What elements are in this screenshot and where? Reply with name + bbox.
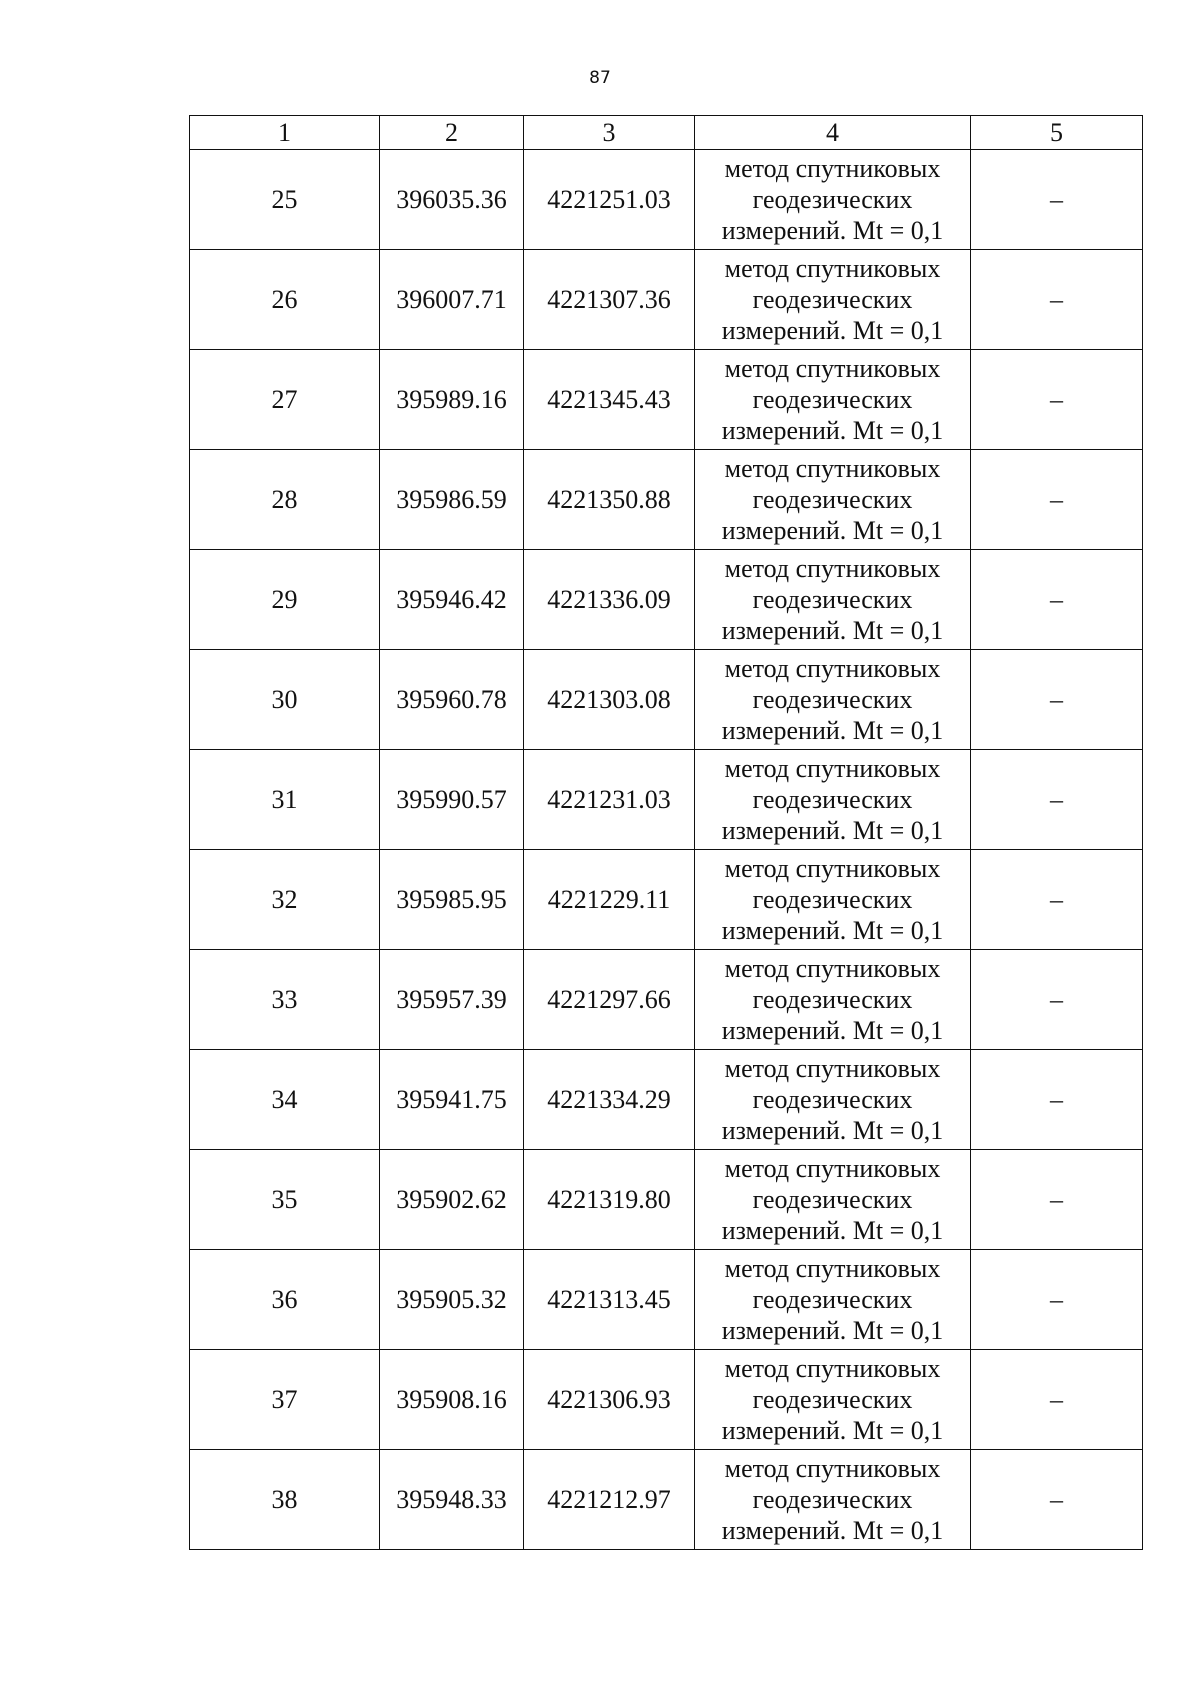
x-coordinate-cell: 395948.33	[380, 1450, 524, 1550]
x-coordinate-cell: 395946.42	[380, 550, 524, 650]
note-cell: –	[971, 650, 1143, 750]
y-coordinate-cell: 4221319.80	[524, 1150, 695, 1250]
method-cell: метод спутниковых геодезических измерений. Mt = 0,1	[695, 550, 971, 650]
page-number: 87	[589, 68, 611, 88]
note-cell: –	[971, 850, 1143, 950]
point-cell: 34	[190, 1050, 380, 1150]
method-cell: метод спутниковых геодезических измерений. Mt = 0,1	[695, 1250, 971, 1350]
note-cell: –	[971, 1250, 1143, 1350]
point-cell: 28	[190, 450, 380, 550]
method-cell: метод спутниковых геодезических измерений. Mt = 0,1	[695, 150, 971, 250]
y-coordinate-cell: 4221303.08	[524, 650, 695, 750]
column-header-3: 3	[524, 116, 695, 150]
table-row	[190, 750, 1143, 850]
point-cell: 36	[190, 1250, 380, 1350]
table-row	[190, 250, 1143, 350]
note-cell: –	[971, 150, 1143, 250]
method-cell: метод спутниковых геодезических измерений. Mt = 0,1	[695, 650, 971, 750]
method-cell: метод спутниковых геодезических измерений. Mt = 0,1	[695, 250, 971, 350]
table-row	[190, 950, 1143, 1050]
x-coordinate-cell: 395986.59	[380, 450, 524, 550]
table-row	[190, 1450, 1143, 1550]
note-cell: –	[971, 1150, 1143, 1250]
y-coordinate-cell: 4221307.36	[524, 250, 695, 350]
table-row	[190, 1350, 1143, 1450]
method-cell: метод спутниковых геодезических измерений. Mt = 0,1	[695, 350, 971, 450]
method-cell: метод спутниковых геодезических измерений. Mt = 0,1	[695, 1150, 971, 1250]
table-row	[190, 150, 1143, 250]
x-coordinate-cell: 395960.78	[380, 650, 524, 750]
table-row	[190, 1050, 1143, 1150]
table-row	[190, 550, 1143, 650]
point-cell: 29	[190, 550, 380, 650]
note-cell: –	[971, 450, 1143, 550]
table-row	[190, 850, 1143, 950]
note-cell: –	[971, 750, 1143, 850]
note-cell: –	[971, 1350, 1143, 1450]
table-row	[190, 350, 1143, 450]
column-header-2: 2	[380, 116, 524, 150]
header-row	[190, 116, 1143, 150]
note-cell: –	[971, 1450, 1143, 1550]
point-cell: 33	[190, 950, 380, 1050]
y-coordinate-cell: 4221306.93	[524, 1350, 695, 1450]
note-cell: –	[971, 250, 1143, 350]
y-coordinate-cell: 4221251.03	[524, 150, 695, 250]
point-cell: 30	[190, 650, 380, 750]
method-cell: метод спутниковых геодезических измерений. Mt = 0,1	[695, 850, 971, 950]
x-coordinate-cell: 395985.95	[380, 850, 524, 950]
x-coordinate-cell: 395957.39	[380, 950, 524, 1050]
method-cell: метод спутниковых геодезических измерений. Mt = 0,1	[695, 1450, 971, 1550]
coordinates-table	[189, 115, 1143, 1550]
x-coordinate-cell: 395908.16	[380, 1350, 524, 1450]
method-cell: метод спутниковых геодезических измерений. Mt = 0,1	[695, 750, 971, 850]
table-body	[190, 150, 1143, 1550]
point-cell: 37	[190, 1350, 380, 1450]
point-cell: 27	[190, 350, 380, 450]
x-coordinate-cell: 395989.16	[380, 350, 524, 450]
table-row	[190, 1250, 1143, 1350]
y-coordinate-cell: 4221231.03	[524, 750, 695, 850]
method-cell: метод спутниковых геодезических измерений. Mt = 0,1	[695, 450, 971, 550]
y-coordinate-cell: 4221297.66	[524, 950, 695, 1050]
y-coordinate-cell: 4221229.11	[524, 850, 695, 950]
x-coordinate-cell: 395990.57	[380, 750, 524, 850]
column-header-4: 4	[695, 116, 971, 150]
x-coordinate-cell: 395941.75	[380, 1050, 524, 1150]
point-cell: 38	[190, 1450, 380, 1550]
note-cell: –	[971, 350, 1143, 450]
x-coordinate-cell: 395902.62	[380, 1150, 524, 1250]
y-coordinate-cell: 4221350.88	[524, 450, 695, 550]
method-cell: метод спутниковых геодезических измерений. Mt = 0,1	[695, 1350, 971, 1450]
note-cell: –	[971, 550, 1143, 650]
point-cell: 35	[190, 1150, 380, 1250]
note-cell: –	[971, 1050, 1143, 1150]
x-coordinate-cell: 396007.71	[380, 250, 524, 350]
point-cell: 31	[190, 750, 380, 850]
point-cell: 25	[190, 150, 380, 250]
method-cell: метод спутниковых геодезических измерений. Mt = 0,1	[695, 950, 971, 1050]
column-header-1: 1	[190, 116, 380, 150]
method-cell: метод спутниковых геодезических измерений. Mt = 0,1	[695, 1050, 971, 1150]
table-row	[190, 1150, 1143, 1250]
table-row	[190, 450, 1143, 550]
y-coordinate-cell: 4221336.09	[524, 550, 695, 650]
x-coordinate-cell: 396035.36	[380, 150, 524, 250]
y-coordinate-cell: 4221334.29	[524, 1050, 695, 1150]
y-coordinate-cell: 4221345.43	[524, 350, 695, 450]
point-cell: 32	[190, 850, 380, 950]
table-header	[190, 116, 1143, 150]
point-cell: 26	[190, 250, 380, 350]
y-coordinate-cell: 4221313.45	[524, 1250, 695, 1350]
table-row	[190, 650, 1143, 750]
note-cell: –	[971, 950, 1143, 1050]
x-coordinate-cell: 395905.32	[380, 1250, 524, 1350]
y-coordinate-cell: 4221212.97	[524, 1450, 695, 1550]
column-header-5: 5	[971, 116, 1143, 150]
